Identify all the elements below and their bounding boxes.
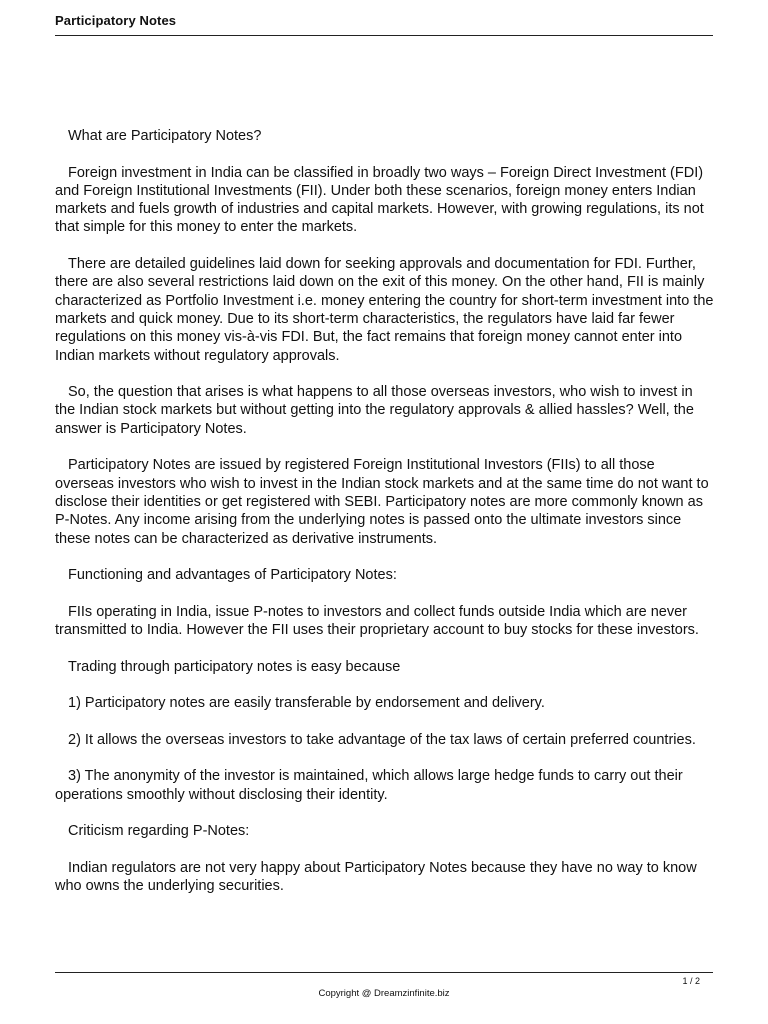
paragraph: Participatory Notes are issued by registered Foreign Institutional Investors (FIIs) to all those overseas investors who wish to invest in the Indian stock markets and at the same time do not want to disclose their identities or get registered with SEBI. Participatory notes are more commonly known as P-Notes. Any income arising from the underlying notes is passed onto the ultimate investors since these notes can be characterized as derivative instruments. — [55, 457, 709, 547]
paragraph: There are detailed guidelines laid down for seeking approvals and documentation for FDI. Further, there are also several restrictions laid down on the exit of this money. On the other hand, FII is mainly characterized as Portfolio Investment i.e. money entering the country for short-term investment into the markets and quick money. Due to its short-term characteristics, the regulators have laid far fewer regulations on this money vis-à-vis FDI. But, the fact remains that foreign money cannot enter into Indian markets without regulatory approvals. — [55, 256, 714, 364]
paragraph: So, the question that arises is what happens to all those overseas investors, who wish to invest in the Indian stock markets but without getting into the regulatory approvals & allied hassles? Well, the answer is Participatory Notes. — [55, 384, 694, 437]
section-heading: What are Participatory Notes? — [68, 128, 262, 144]
page-number: 1 / 2 — [682, 976, 700, 986]
footer-divider — [55, 972, 713, 973]
header-divider — [55, 35, 713, 36]
page-header-title: Participatory Notes — [55, 13, 177, 28]
list-item: 2) It allows the overseas investors to take advantage of the tax laws of certain preferred countries. — [68, 731, 696, 748]
section-heading: Functioning and advantages of Participatory Notes: — [68, 567, 397, 584]
document-body — [55, 127, 715, 914]
paragraph: Indian regulators are not very happy about Participatory Notes because they have no way to know who owns the underlying securities. — [55, 859, 697, 895]
paragraph: Foreign investment in India can be classified in broadly two ways – Foreign Direct Investment (FDI) and Foreign Institutional Investments (FII). Under both these scenarios, foreign money enters Indian markets and fuels growth of industries and capital markets. However, with growing regulations, its not that simple for this money to enter the markets. — [55, 164, 704, 236]
list-item: 1) Participatory notes are easily transferable by endorsement and delivery. — [68, 695, 545, 712]
section-heading: Criticism regarding P-Notes: — [68, 823, 250, 840]
list-item: 3) The anonymity of the investor is maintained, which allows large hedge funds to carry out their operations smoothly without disclosing their identity. — [55, 768, 683, 803]
paragraph: Trading through participatory notes is easy because — [68, 658, 401, 675]
copyright-notice: Copyright @ Dreamzinfinite.biz — [318, 988, 450, 999]
paragraph: FIIs operating in India, issue P-notes to investors and collect funds outside India which are never transmitted to India. However the FII uses their proprietary account to buy stocks for these investors. — [55, 603, 699, 639]
